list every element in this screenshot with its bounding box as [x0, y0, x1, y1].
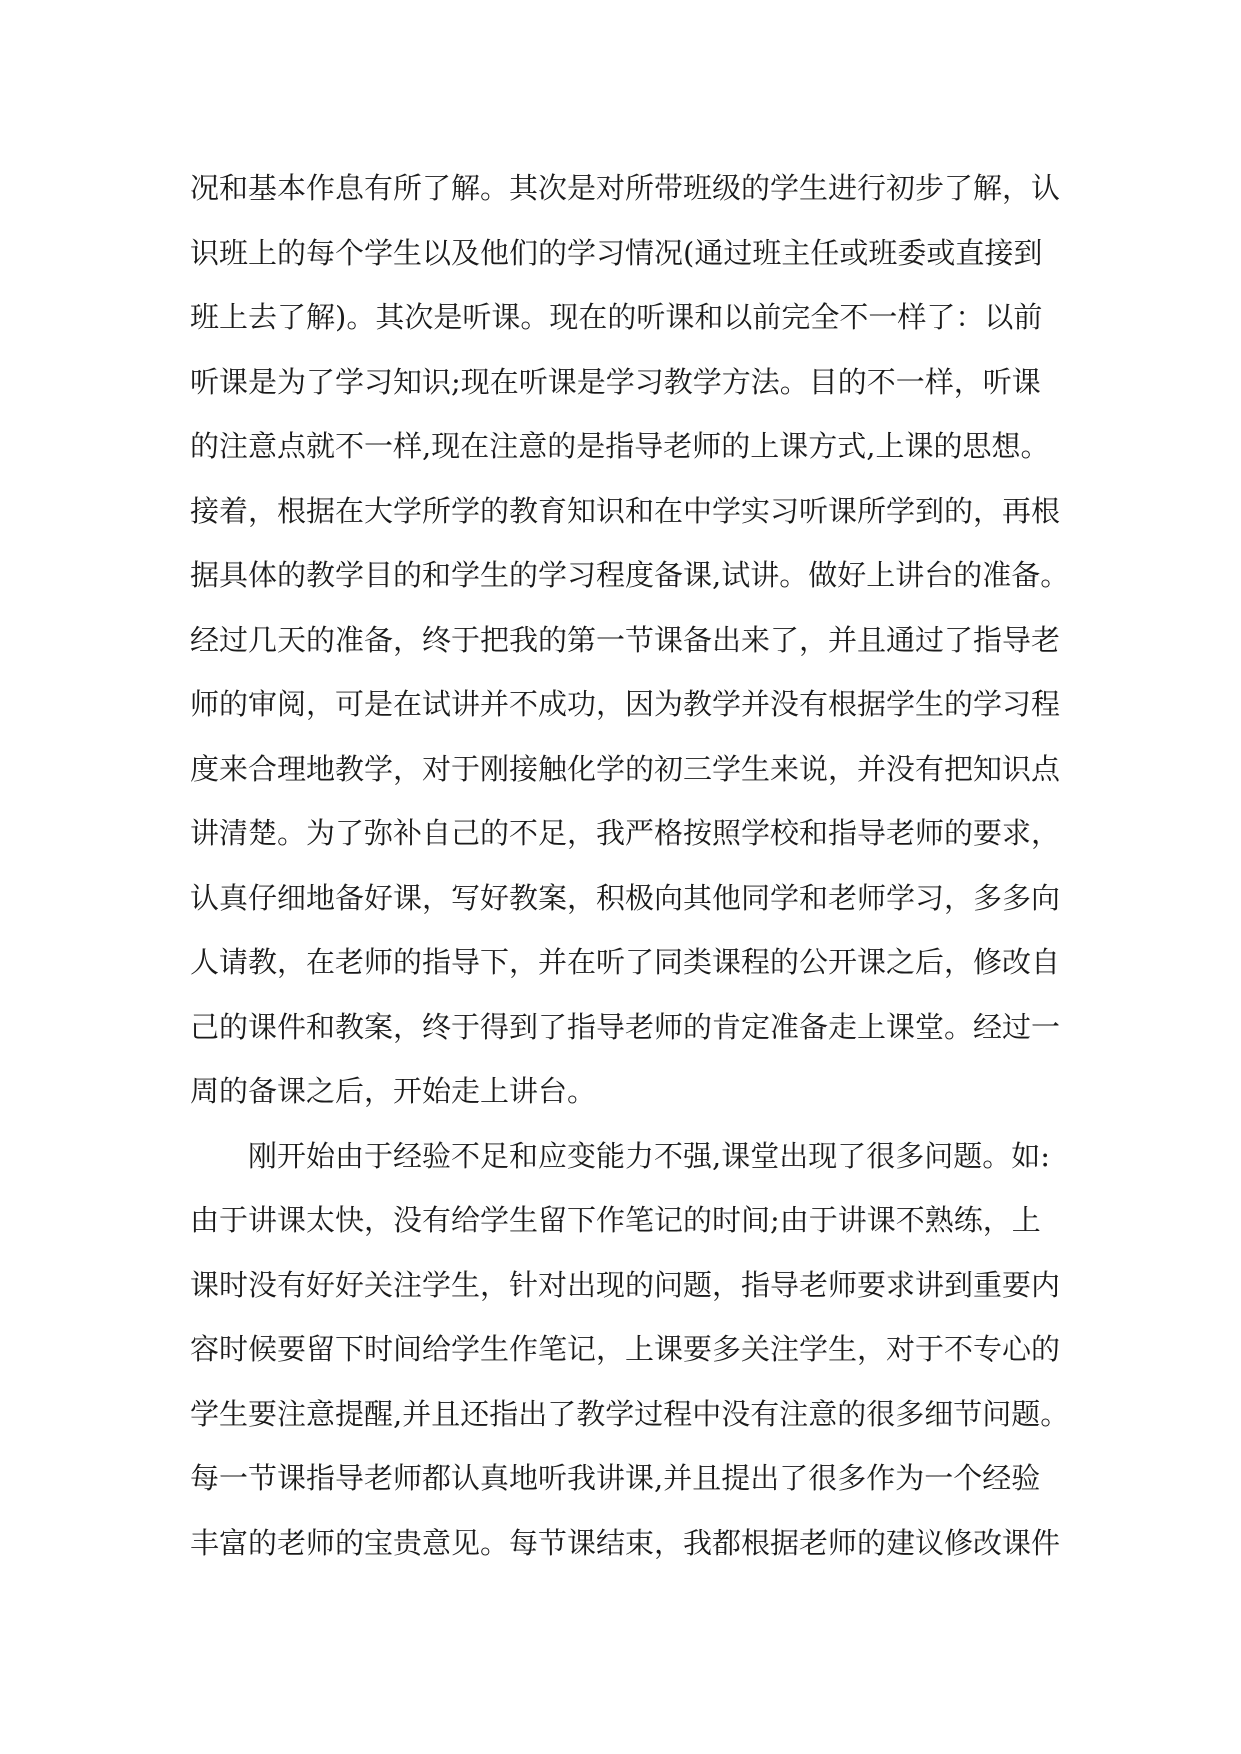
paragraph-1: [190, 156, 1070, 1124]
text-line: 丰富的老师的宝贵意见。每节课结束，我都根据老师的建议修改课件: [190, 1525, 1061, 1560]
text-line: 识班上的每个学生以及他们的学习情况(通过班主任或班委或直接到: [190, 235, 1043, 270]
text-line: 师的审阅，可是在试讲并不成功，因为教学并没有根据学生的学习程: [190, 687, 1061, 721]
text-line: 经过几天的准备，终于把我的第一节课备出来了，并且通过了指导老: [190, 622, 1061, 657]
text-line: 讲清楚。为了弥补自己的不足，我严格按照学校和指导老师的要求，: [190, 816, 1061, 850]
text-line: 况和基本作息有所了解。其次是对所带班级的学生进行初步了解，认: [190, 171, 1061, 205]
text-line: 由于讲课太快，没有给学生留下作笔记的时间;由于讲课不熟练，上: [190, 1203, 1041, 1237]
text-line: 度来合理地教学，对于刚接触化学的初三学生来说，并没有把知识点: [190, 751, 1061, 786]
text-line: 周的备课之后，开始走上讲台。: [190, 1074, 597, 1108]
text-line: 刚开始由于经验不足和应变能力不强,课堂出现了很多问题。如:: [248, 1138, 1050, 1173]
text-line: 学生要注意提醒,并且还指出了教学过程中没有注意的很多细节问题。: [190, 1396, 1070, 1431]
text-line: 每一节课指导老师都认真地听我讲课,并且提出了很多作为一个经验: [190, 1461, 1041, 1495]
text-line: 的注意点就不一样,现在注意的是指导老师的上课方式,上课的思想。: [190, 429, 1050, 463]
text-line: 听课是为了学习知识;现在听课是学习教学方法。目的不一样，听课: [190, 364, 1041, 399]
text-line: 人请教，在老师的指导下，并在听了同类课程的公开课之后，修改自: [190, 945, 1061, 979]
text-line: 课时没有好好关注学生，针对出现的问题，指导老师要求讲到重要内: [190, 1267, 1061, 1302]
text-line: 班上去了解)。其次是听课。现在的听课和以前完全不一样了：以前: [190, 300, 1043, 334]
text-line: 据具体的教学目的和学生的学习程度备课,试讲。做好上讲台的准备。: [190, 558, 1070, 592]
paragraph-2: [190, 1124, 1070, 1576]
text-line: 容时候要留下时间给学生作笔记，上课要多关注学生，对于不专心的: [190, 1332, 1061, 1366]
text-line: 接着，根据在大学所学的教育知识和在中学实习听课所学到的，再根: [190, 493, 1061, 528]
text-line: 认真仔细地备好课，写好教案，积极向其他同学和老师学习，多多向: [190, 880, 1061, 915]
document-body: [190, 156, 1070, 1575]
text-line: 己的课件和教案，终于得到了指导老师的肯定准备走上课堂。经过一: [190, 1009, 1061, 1044]
